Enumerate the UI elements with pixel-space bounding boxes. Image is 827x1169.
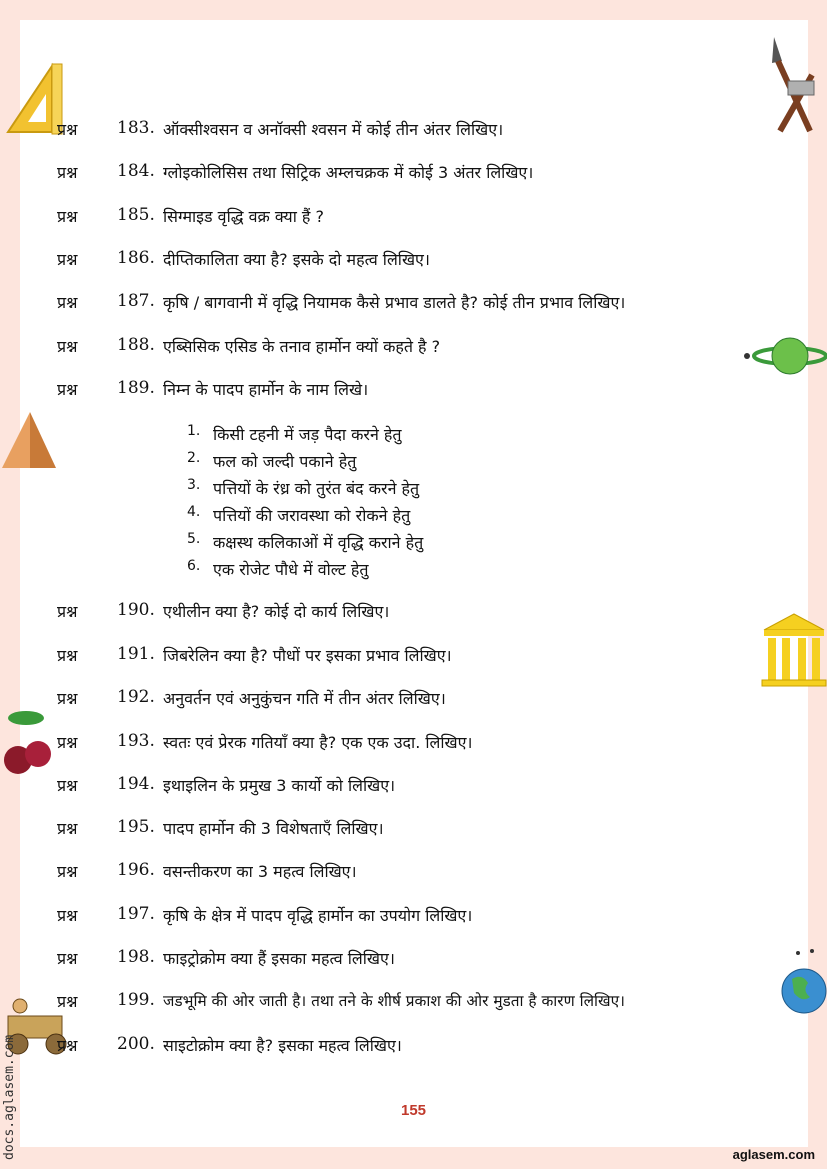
list-item-text: किसी टहनी में जड़ पैदा करने हेतु [213,425,402,444]
planet-icon [742,334,827,382]
question-text: निम्न के पादप हार्मोन के नाम लिखे। [163,380,369,399]
question-number: 184. [117,161,155,181]
question-number: 189. [117,378,155,398]
question-label: प्रश्न [57,992,78,1011]
question-label: प्रश्न [57,776,78,795]
list-item-text: पत्तियों के रंध्र को तुरंत बंद करने हेतु [213,479,420,498]
page-number: 155 [400,1102,427,1119]
question-text: ऑक्सीश्वसन व अनॉक्सी श्वसन में कोई तीन अंतर लिखिए। [163,120,504,139]
question-label: प्रश्न [57,250,78,269]
question-label: प्रश्न [57,819,78,838]
question-number: 190. [117,600,155,620]
question-text: सिग्माइड वृद्धि वक्र क्या हैं ? [163,207,324,226]
question-number: 186. [117,248,155,268]
question-text: कृषि के क्षेत्र में पादप वृद्धि हार्मोन का उपयोग लिखिए। [163,906,473,925]
question-number: 188. [117,335,155,355]
question-text: स्वतः एवं प्रेरक गतियाँ क्या है? एक एक उदा. लिखिए। [163,733,473,752]
list-item-number: 3. [187,477,201,493]
question-number: 198. [117,947,155,967]
question-text: दीप्तिकालिता क्या है? इसके दो महत्व लिखिए। [163,250,430,269]
question-label: प्रश्न [57,906,78,925]
question-number: 196. [117,860,155,880]
question-label: प्रश्न [57,733,78,752]
question-number: 197. [117,904,155,924]
question-text: वसन्तीकरण का 3 महत्व लिखिए। [163,862,357,881]
question-label: प्रश्न [57,120,78,139]
question-text: जिबरेलिन क्या है? पौधों पर इसका प्रभाव लिखिए। [163,646,452,665]
question-label: प्रश्न [57,293,78,312]
question-number: 191. [117,644,155,664]
list-item-text: फल को जल्दी पकाने हेतु [213,452,357,471]
list-item-number: 6. [187,558,201,574]
list-item-number: 5. [187,531,201,547]
list-item-text: एक रोजेट पौधे में वोल्ट हेतु [213,560,369,579]
footer-site[interactable]: aglasem.com [732,1147,815,1162]
question-label: प्रश्न [57,337,78,356]
question-text: एब्सिसिक एसिड के तनाव हार्मोन क्यों कहते है ? [163,337,441,356]
question-number: 193. [117,731,155,751]
list-item-number: 1. [187,423,201,439]
question-number: 192. [117,687,155,707]
question-label: प्रश्न [57,380,78,399]
question-label: प्रश्न [57,207,78,226]
question-text: ग्लोइकोलिसिस तथा सिट्रिक अम्लचक्रक में कोई 3 अंतर लिखिए। [163,163,534,182]
question-label: प्रश्न [57,949,78,968]
question-text: अनुवर्तन एवं अनुकुंचन गति में तीन अंतर लिखिए। [163,689,446,708]
list-item-number: 4. [187,504,201,520]
question-label: प्रश्न [57,646,78,665]
question-number: 187. [117,291,155,311]
temple-icon [760,610,827,688]
question-text: साइटोक्रोम क्या है? इसका महत्व लिखिए। [163,1036,402,1055]
garden-tools-icon [766,35,824,135]
question-label: प्रश्न [57,602,78,621]
question-number: 185. [117,205,155,225]
cherries-icon [0,708,58,780]
question-label: प्रश्न [57,163,78,182]
question-number: 199. [117,990,155,1010]
pyramid-icon [0,410,58,470]
question-number: 200. [117,1034,155,1054]
list-item-text: कक्षस्थ कलिकाओं में वृद्धि कराने हेतु [213,533,424,552]
question-text: एथीलीन क्या है? कोई दो कार्य लिखिए। [163,602,390,621]
question-label: प्रश्न [57,689,78,708]
question-text: इथाइलिन के प्रमुख 3 कार्यो को लिखिए। [163,776,396,795]
question-text: फाइट्रोक्रोम क्या हैं इसका महत्व लिखिए। [163,949,395,968]
page [20,20,808,1147]
question-label: प्रश्न [57,862,78,881]
question-number: 195. [117,817,155,837]
globe-icon [776,945,827,1015]
question-text: पादप हार्मोन की 3 विशेषताएँ लिखिए। [163,819,384,838]
question-label: प्रश्न [57,1036,78,1055]
question-number: 183. [117,118,155,138]
list-item-number: 2. [187,450,201,466]
question-text: कृषि / बागवानी में वृद्धि नियामक कैसे प्रभाव डालते है? कोई तीन प्रभाव लिखिए। [163,293,626,312]
watermark: docs.aglasem.com [2,1034,17,1160]
list-item-text: पत्तियों की जरावस्था को रोकने हेतु [213,506,411,525]
question-text: जडभूमि की ओर जाती है। तथा तने के शीर्ष प्रकाश की ओर मुडता है कारण लिखिए। [163,992,625,1010]
question-number: 194. [117,774,155,794]
